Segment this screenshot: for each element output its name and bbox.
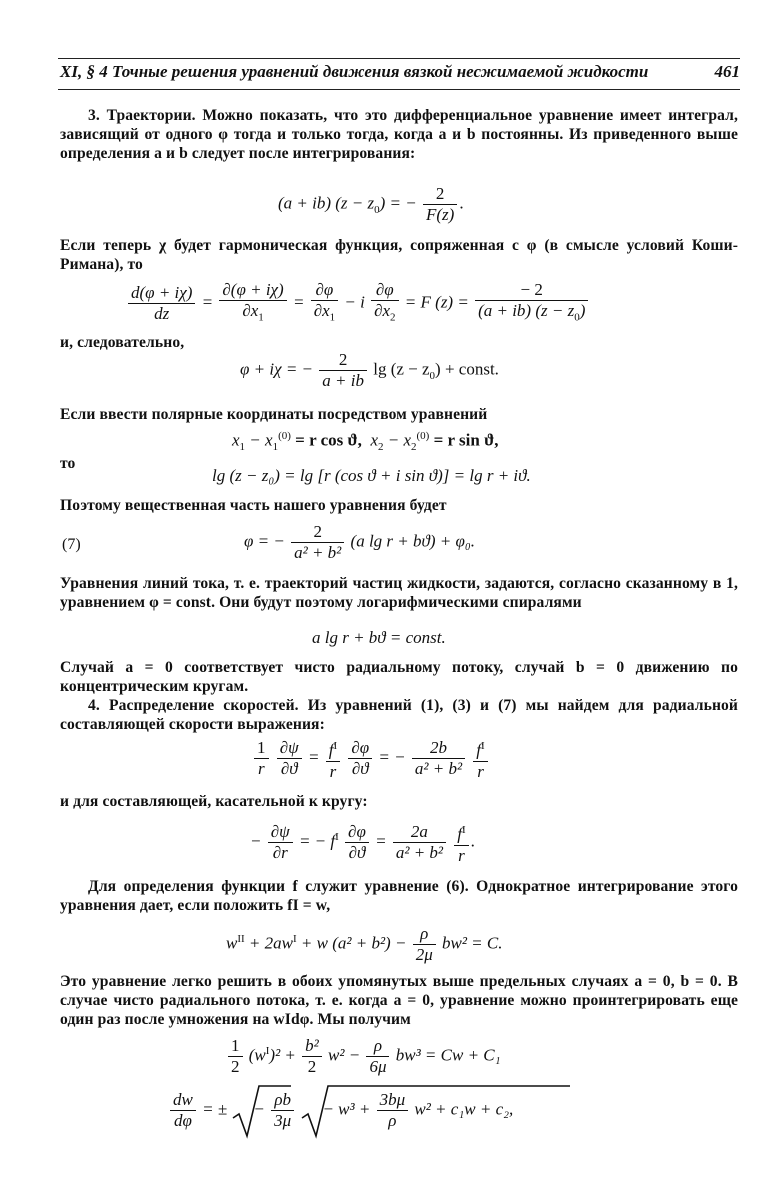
- equation-3: φ + iχ = − $\frac{2}{a + ib}$ $\lg (z - z_0)$ + const.: [240, 350, 499, 390]
- running-header: [58, 58, 740, 86]
- eq7-label: (7): [62, 536, 81, 553]
- consequently-text: и, следовательно,: [60, 334, 185, 351]
- header-title: XI, § 4 Точные решения уравнений движения вязкой несжимаемой жидкости: [60, 62, 649, 81]
- page-number: 461: [714, 62, 740, 81]
- eq13-c-terms: c₁w + c₂,: [450, 1099, 514, 1119]
- section4-heading: 4. Распределение скоростей.: [88, 697, 299, 714]
- polar-rsin: = r sin ϑ,: [429, 430, 499, 450]
- determination-paragraph: Для определения функции f служит уравнение (6). Однократное интегрирование этого уравнения дает, если положить fI = w,: [60, 878, 738, 914]
- eq12-rhs: = Cw + C₁: [424, 1045, 501, 1065]
- eq10-const: = C.: [471, 933, 503, 953]
- section3-heading: 3. Траектории.: [88, 107, 196, 124]
- section3-paragraph: [60, 106, 738, 163]
- eq7-lhs: φ = −: [244, 531, 285, 551]
- integrated-equation: $w^{II} + 2aw^I + w$ (a² + b²) − $\frac{\rho}{2\mu}$ bw² = C.: [226, 924, 503, 964]
- equation-2: $\frac{d(\varphi + i\chi)}{dz}$ = $\frac{\partial(\varphi + i\chi)}{\partial x_1}$ = $\frac{\partial\varphi}{\partial x_1}$ − i $\frac{\partial\varphi}{\partial x_2}$ = F (z) = $\frac{- 2}{(a + ib) (z - z_0)}$: [126, 280, 590, 327]
- eq3-numerator: 2: [319, 350, 367, 371]
- polar-rcos: = r cos ϑ,: [290, 430, 362, 450]
- tangential-text: и для составляющей, касательной к кругу:: [60, 793, 368, 810]
- eq7-denominator: a² + b²: [294, 543, 342, 562]
- equation-7: [244, 522, 475, 563]
- eq3-rest: lg (z − z: [373, 359, 430, 379]
- spiral-equation: a lg r + bϑ = const.: [312, 628, 446, 647]
- real-part-paragraph: Поэтому вещественная часть нашего уравнения будет: [60, 497, 447, 514]
- equation-12: $\frac{1}{2}$ $(w^I)^2$ + $\frac{\text{b²}}{2}$ w² − $\frac{\rho}{6\mu}$ bw³ = Cw + C₁: [226, 1036, 501, 1077]
- cases-paragraph: Случай a = 0 соответствует чисто радиальному потоку, случай b = 0 движению по концентрическим кругам.: [60, 659, 738, 695]
- equation-1: (a + ib) $(z - z_0)$ = − $\frac{2}{F(z)}$ .: [278, 184, 464, 224]
- equation-13: $\frac{dw}{d\varphi}$ = ± − $\frac{\rho b}{3\mu}$ − w³ + $\frac{3b\mu}{\rho}$ w² + c₁w + c₂,: [168, 1090, 513, 1131]
- eq7-numerator: 2: [291, 522, 344, 543]
- sqrt-symbol-1: − $\frac{\rho b}{3\mu}$: [231, 1090, 296, 1131]
- eq3-denominator: a + ib: [322, 371, 364, 390]
- solve-paragraph: Это уравнение легко решить в обоих упомянутых выше предельных случаях a = 0, b = 0. В случае чисто радиального потока, т. е. когда a = 0, уравнение можно проинтегрировать еще один раз после умножения на wIdφ. Мы получим: [60, 973, 738, 1028]
- eq1-denominator: F(z): [426, 205, 455, 224]
- section4-intro: Из уравнений (1), (3) и (7) мы найдем для радиальной составляющей скорости выражения:: [60, 697, 739, 733]
- eq3-rest-end: ) + const.: [435, 359, 499, 379]
- eq1-lhs: (a + ib) (z − z: [278, 193, 375, 213]
- eq3-lhs: φ + iχ = −: [240, 359, 314, 379]
- eq7-rest: (a lg r + bϑ) + φ₀.: [350, 531, 476, 551]
- section4-paragraph: [60, 696, 738, 734]
- streamlines-paragraph: Уравнения линий тока, т. е. траекторий частиц жидкости, задаются, согласно сказанному в 1, уравнением φ = const. Они будут поэтому логарифмическими спиралями: [60, 575, 738, 611]
- sqrt-symbol-2: − w³ + $\frac{3b\mu}{\rho}$ w² + c₁w + c₂,: [300, 1090, 513, 1131]
- lg-equation: lg (z − z₀) = lg [r (cos ϑ + i sin ϑ)] = lg r + iϑ.: [212, 466, 531, 485]
- chi-paragraph: Если теперь χ будет гармоническая функция, сопряженная с φ (в смысле условий Коши-Римана), то: [60, 237, 738, 273]
- section3-intro: Можно показать, что это дифференциальное уравнение имеет интеграл, зависящий от одного φ тогда и только тогда, когда a и b постоянны. Из приведенного выше определения a и b следует после интегрирования:: [60, 107, 739, 162]
- eq1-numerator: 2: [423, 184, 457, 205]
- polar-paragraph: Если ввести полярные координаты посредством уравнений: [60, 406, 488, 423]
- radial-velocity-equation: $\frac{1}{r}$ $\frac{\partial\psi}{\partial ϑ}$ = $\frac{f^I}{r}$ $\frac{\partial\varphi}{\partial ϑ}$ = − $\frac{2b}{\text{a² + b²}}$ $\frac{f^I}{r}$: [252, 736, 490, 782]
- eq10-w: w: [226, 933, 238, 953]
- header-rule-bottom: [58, 89, 740, 90]
- then-word: то: [60, 455, 76, 472]
- polar-equations: $x_1 - x_1^{(0)} = r$ cos ϑ, $x_2 - x_2^{(0)} = r$ sin ϑ,: [232, 430, 499, 454]
- eq1-lhs-end: ) = −: [379, 193, 417, 213]
- tangential-velocity-equation: − $\frac{\partial\psi}{\partial r}$ = − $f^I$ $\frac{\partial\varphi}{\partial ϑ}$ = $\frac{2a}{\text{a² + b²}}$ $\frac{f^I}{r}$ .: [250, 820, 475, 866]
